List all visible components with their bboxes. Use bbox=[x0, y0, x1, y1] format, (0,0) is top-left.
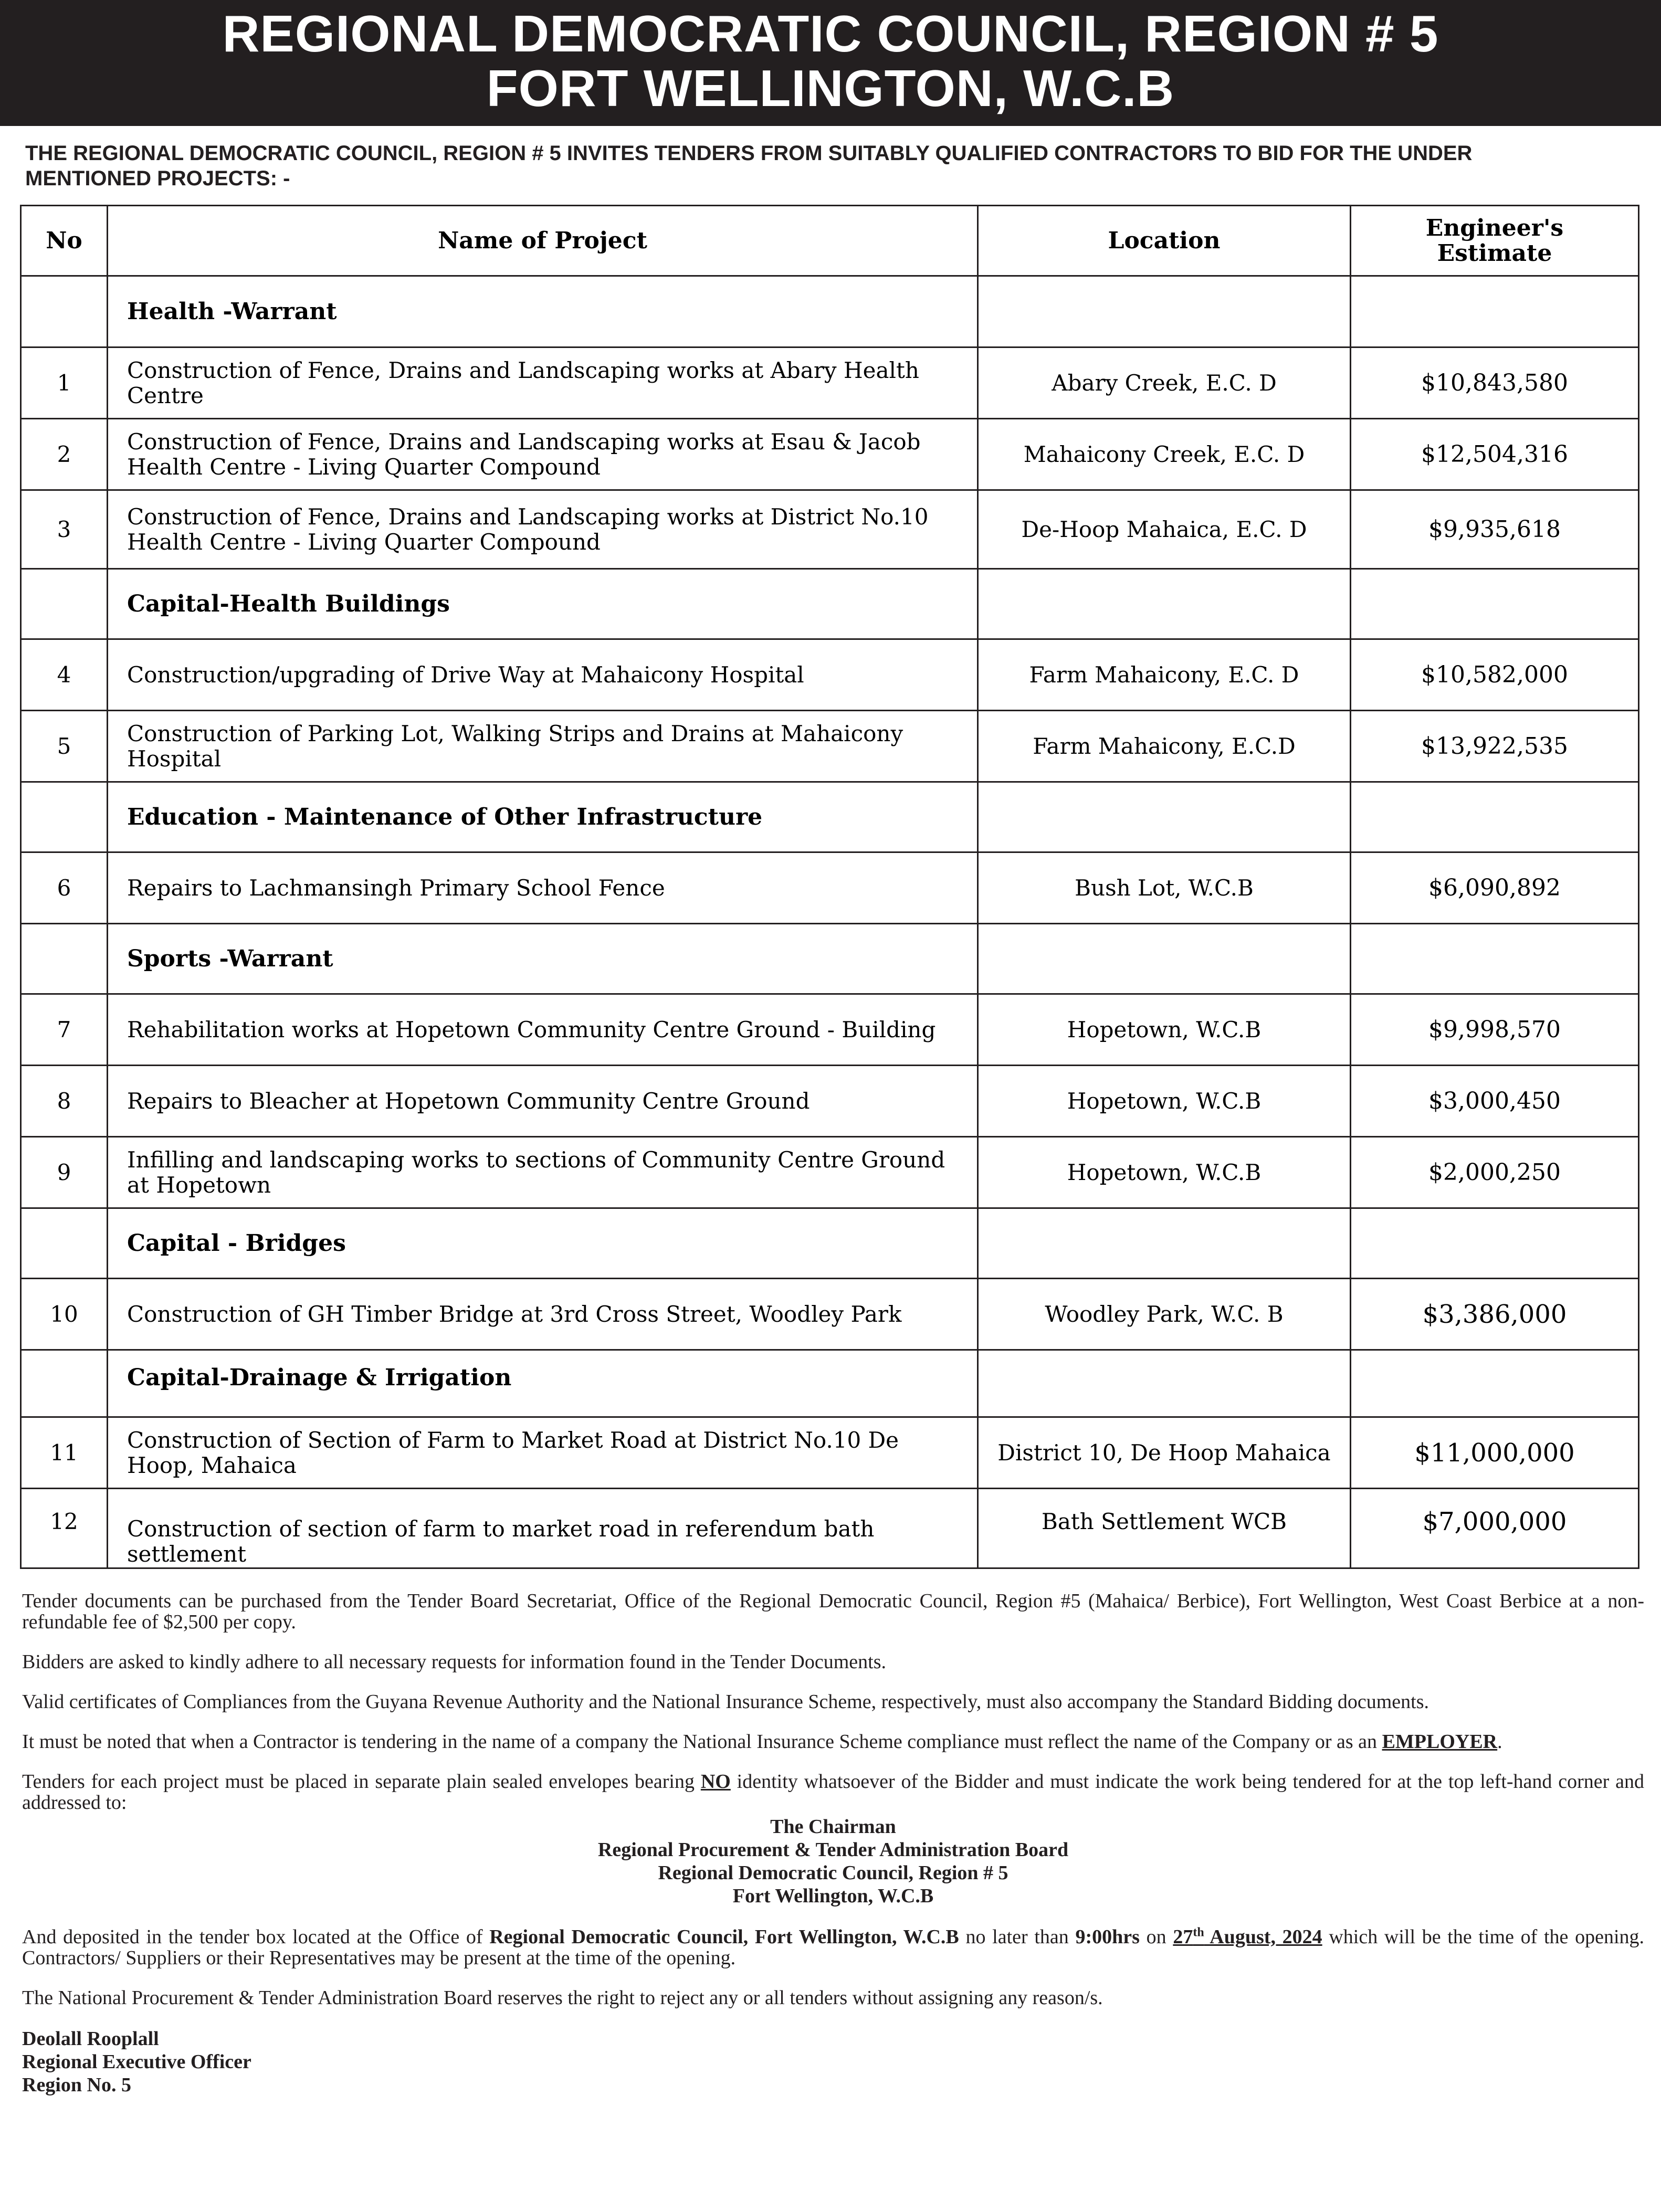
section-row bbox=[21, 276, 1639, 347]
row-estimate: $12,504,316 bbox=[1351, 419, 1639, 490]
row-estimate: $7,000,000 bbox=[1351, 1489, 1639, 1568]
section-title: Capital-Health Buildings bbox=[108, 569, 978, 639]
row-location: Abary Creek, E.C. D bbox=[978, 347, 1351, 419]
row-no: 2 bbox=[21, 419, 108, 490]
paragraph-requests: Bidders are asked to kindly adhere to all necessary requests for information found in the Tender Documents. bbox=[22, 1651, 886, 1673]
row-estimate: $9,998,570 bbox=[1351, 994, 1639, 1066]
section-row bbox=[21, 1350, 1639, 1417]
table-row bbox=[21, 490, 1639, 569]
table-row bbox=[21, 1137, 1639, 1208]
signature-block bbox=[22, 2027, 1644, 2097]
row-location: Farm Mahaicony, E.C.D bbox=[978, 711, 1351, 782]
row-project-name: Construction of Section of Farm to Market Road at District No.10 De Hoop, Mahaica bbox=[108, 1417, 978, 1489]
signatory-title: Regional Executive Officer bbox=[22, 2051, 251, 2073]
row-estimate: $9,935,618 bbox=[1351, 490, 1639, 569]
row-location: District 10, De Hoop Mahaica bbox=[978, 1417, 1351, 1489]
row-no: 9 bbox=[21, 1137, 108, 1208]
col-header-location: Location bbox=[978, 206, 1351, 276]
row-project-name: Construction/upgrading of Drive Way at Mahaicony Hospital bbox=[108, 639, 978, 711]
paragraph-purchase: Tender documents can be purchased from the Tender Board Secretariat, Office of the Regional Democratic Council, Region #5 (Mahaica/ Berbice), Fort Wellington, West Coast Berbice at a non- refundable fee of $2,500 per copy. bbox=[22, 1590, 1644, 1633]
section-row bbox=[21, 924, 1639, 994]
section-title: Education - Maintenance of Other Infrastructure bbox=[108, 782, 978, 852]
row-no: 10 bbox=[21, 1279, 108, 1350]
row-project-name: Rehabilitation works at Hopetown Community Centre Ground - Building bbox=[108, 994, 978, 1066]
row-project-name: Construction of section of farm to market road in referendum bath settlement bbox=[108, 1489, 978, 1568]
header-title: REGIONAL DEMOCRATIC COUNCIL, REGION # 5 bbox=[222, 5, 1439, 62]
row-location: Hopetown, W.C.B bbox=[978, 994, 1351, 1066]
row-project-name: Repairs to Bleacher at Hopetown Community Centre Ground bbox=[108, 1066, 978, 1137]
paragraph-envelopes: Tenders for each project must be placed in separate plain sealed envelopes bearing NO identity whatsoever of the Bidder and must indicate the work being tendered for at the top left-hand corner and addressed to: bbox=[22, 1771, 1644, 1814]
row-project-name: Construction of Fence, Drains and Landscaping works at Abary Health Centre bbox=[108, 347, 978, 419]
table-row bbox=[21, 1279, 1639, 1350]
row-no: 6 bbox=[21, 852, 108, 924]
table-row bbox=[21, 419, 1639, 490]
row-no: 12 bbox=[21, 1489, 108, 1568]
row-estimate: $3,000,450 bbox=[1351, 1066, 1639, 1137]
row-location: Woodley Park, W.C. B bbox=[978, 1279, 1351, 1350]
row-no: 5 bbox=[21, 711, 108, 782]
row-estimate: $2,000,250 bbox=[1351, 1137, 1639, 1208]
table-row bbox=[21, 347, 1639, 419]
table-row bbox=[21, 852, 1639, 924]
paragraph-certificates: Valid certificates of Compliances from the Guyana Revenue Authority and the National Insurance Scheme, respectively, must also accompany the Standard Bidding documents. bbox=[22, 1691, 1429, 1713]
row-no: 4 bbox=[21, 639, 108, 711]
table-row bbox=[21, 1489, 1639, 1568]
col-header-name: Name of Project bbox=[108, 206, 978, 276]
row-project-name: Construction of Fence, Drains and Landscaping works at Esau & Jacob Health Centre - Living Quarter Compound bbox=[108, 419, 978, 490]
col-header-no: No bbox=[21, 206, 108, 276]
paragraph-reserves: The National Procurement & Tender Administration Board reserves the right to reject any or all tenders without assigning any reason/s. bbox=[22, 1987, 1103, 2009]
row-no: 7 bbox=[21, 994, 108, 1066]
table-row bbox=[21, 639, 1639, 711]
row-estimate: $3,386,000 bbox=[1351, 1279, 1639, 1350]
header-banner bbox=[0, 0, 1661, 126]
table-row bbox=[21, 1417, 1639, 1489]
table-header-row bbox=[21, 206, 1639, 276]
signatory-name: Deolall Rooplall bbox=[22, 2028, 159, 2050]
row-location: De-Hoop Mahaica, E.C. D bbox=[978, 490, 1351, 569]
col-header-estimate: Engineer's Estimate bbox=[1351, 206, 1639, 276]
section-title: Capital - Bridges bbox=[108, 1208, 978, 1279]
employer-emphasis: EMPLOYER bbox=[1382, 1731, 1498, 1753]
section-title: Health -Warrant bbox=[108, 276, 978, 347]
row-no: 8 bbox=[21, 1066, 108, 1137]
row-no: 1 bbox=[21, 347, 108, 419]
row-location: Mahaicony Creek, E.C. D bbox=[978, 419, 1351, 490]
row-project-name: Repairs to Lachmansingh Primary School Fence bbox=[108, 852, 978, 924]
row-estimate: $10,843,580 bbox=[1351, 347, 1639, 419]
intro-text: THE REGIONAL DEMOCRATIC COUNCIL, REGION # 5 INVITES TENDERS FROM SUITABLY QUALIFIED CONTRACTORS TO BID FOR THE UNDER MENTIONED PROJECTS: - bbox=[25, 142, 1473, 190]
section-title: Capital-Drainage & Irrigation bbox=[108, 1350, 978, 1417]
section-row bbox=[21, 1208, 1639, 1279]
tender-instructions bbox=[22, 1590, 1644, 2097]
row-project-name: Construction of Parking Lot, Walking Strips and Drains at Mahaicony Hospital bbox=[108, 711, 978, 782]
row-location: Farm Mahaicony, E.C. D bbox=[978, 639, 1351, 711]
paragraph-deposit: And deposited in the tender box located at the Office of Regional Democratic Council, Fort Wellington, W.C.B no later than 9:00hrs on 27th August, 2024 which will be the time of the opening. Contractors/ Suppliers or their Representatives may be present at the time of the opening. bbox=[22, 1925, 1645, 1969]
row-location: Hopetown, W.C.B bbox=[978, 1066, 1351, 1137]
signatory-region: Region No. 5 bbox=[22, 2074, 131, 2096]
address-block: The Chairman Regional Procurement & Tender Administration Board Regional Democratic Council, Region # 5 Fort Wellington, W.C.B bbox=[597, 1816, 1069, 1907]
paragraph-nis: It must be noted that when a Contractor is tendering in the name of a company the National Insurance Scheme compliance must reflect the name of the Company or as an EMPLOYER. bbox=[22, 1731, 1502, 1753]
section-title: Sports -Warrant bbox=[108, 924, 978, 994]
projects-table bbox=[20, 205, 1639, 1569]
row-location: Bath Settlement WCB bbox=[978, 1489, 1351, 1568]
table-row bbox=[21, 1066, 1639, 1137]
row-location: Bush Lot, W.C.B bbox=[978, 852, 1351, 924]
row-estimate: $6,090,892 bbox=[1351, 852, 1639, 924]
row-no: 3 bbox=[21, 490, 108, 569]
row-estimate: $13,922,535 bbox=[1351, 711, 1639, 782]
row-project-name: Construction of Fence, Drains and Landscaping works at District No.10 Health Centre - Living Quarter Compound bbox=[108, 490, 978, 569]
deadline-date: 27th August, 2024 bbox=[1173, 1925, 1322, 1948]
row-no: 11 bbox=[21, 1417, 108, 1489]
row-estimate: $10,582,000 bbox=[1351, 639, 1639, 711]
section-row bbox=[21, 782, 1639, 852]
row-location: Hopetown, W.C.B bbox=[978, 1137, 1351, 1208]
row-estimate: $11,000,000 bbox=[1351, 1417, 1639, 1489]
row-project-name: Infilling and landscaping works to sections of Community Centre Ground at Hopetown bbox=[108, 1137, 978, 1208]
section-row bbox=[21, 569, 1639, 639]
row-project-name: Construction of GH Timber Bridge at 3rd Cross Street, Woodley Park bbox=[108, 1279, 978, 1350]
table-row bbox=[21, 711, 1639, 782]
no-emphasis: NO bbox=[700, 1771, 731, 1793]
table-row bbox=[21, 994, 1639, 1066]
header-subtitle: FORT WELLINGTON, W.C.B bbox=[486, 59, 1175, 117]
